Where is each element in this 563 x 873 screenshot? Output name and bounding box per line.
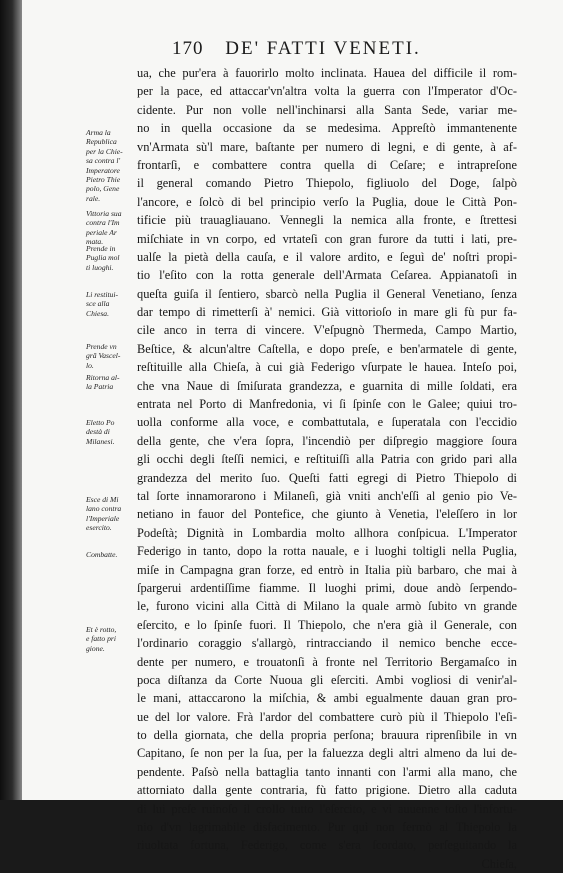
text-line: ſpargerui ardentiſſime fiamme. Il luoghi primi, doue andò ſerpendo- xyxy=(137,580,517,595)
margin-note: Et è rotto, e fatto pri gione. xyxy=(86,625,117,653)
text-line: Chieſa, xyxy=(481,856,517,871)
page-number: 170 xyxy=(172,38,204,59)
text-line: attorniato dalla gente contraria, fù fatto prigione. Dietro alla caduta xyxy=(137,783,517,798)
text-line: Capitano, ſe non per la ſua, per la faluezza degli altri almeno da lui de- xyxy=(137,746,517,761)
text-line: di lui preſe ruinoſo il crollo tutto l'eſercito, e vi auuenne toſto l'infortu- xyxy=(137,801,517,816)
text-line: dar tempo di rimetterſi à' nemici. Già vittorioſo in mare gli fù pur fa- xyxy=(137,305,517,320)
header-title: DE' FATTI VENETI. xyxy=(225,38,421,59)
text-line: miſe in Campagna gran forze, ed entrò in Italia più barbaro, che mai à xyxy=(137,562,517,577)
margin-note: Prende in Puglia mol ti luoghi. xyxy=(86,244,120,272)
text-line: il general comando Pietro Thiepolo, figliuolo del Doge, ſalpò xyxy=(137,176,517,191)
text-line: l'ancore, e ſolcò di bel principio verſo la Puglia, doue le Città Pon- xyxy=(137,194,517,209)
text-line: frontarſi, e combattere contra quella di Ceſare; e intrapreſone xyxy=(137,157,517,172)
text-line: della gente, che v'era ſopra, l'incendiò per diſpregio maggiore ſoura xyxy=(137,433,517,448)
text-line: pendente. Paſsò nella battaglia tanto innanti con l'armi alla mano, che xyxy=(137,764,517,779)
text-line: queſta guiſa il ſentiero, sbarcò nella Puglia il General Venetiano, ſenza xyxy=(137,286,517,301)
text-line: gli occhi degli ſteſſi nemici, e reſtituiſſi alla Patria con grido pari alla xyxy=(137,452,517,467)
text-line: le mani, attaccarono la miſchia, & ambi egualmente dauan gran pro- xyxy=(137,691,517,706)
text-line: eſercito, e lo ſpinſe fuori. Il Thiepolo, che n'era già il Generale, con xyxy=(137,617,517,632)
text-line: nio d'vn lagrimabile disfacimento. Pur quì non fermò al Thiepolo la xyxy=(137,820,517,835)
text-line: miſchiate in vn corpo, ed vrtateſi con gran furore da tutti i lati, pre- xyxy=(137,231,517,246)
text-line: le, furono vicini alla Città di Milano la quale armò ſubito vn grande xyxy=(137,599,517,614)
text-line: tio l'eſito con la rotta generale dell'Armata Ceſarea. Appianatoſi in xyxy=(137,268,517,283)
margin-note: Li restitui- sce alla Chiesa. xyxy=(86,290,118,318)
text-line: ualſe la pietà della cauſa, e il valore ardito, e ſeguì de' noſtri propi- xyxy=(137,249,517,264)
margin-note: Combatte. xyxy=(86,550,118,559)
text-line: l'ordinario coraggio s'allargò, rintracciando il nemico benche ecce- xyxy=(137,636,517,651)
text-line: grandezza del merito ſuo. Queſti fatti egregi di Pietro Thiepolo di xyxy=(137,470,517,485)
running-head xyxy=(172,38,472,60)
text-line: cidente. Pur non volle nell'inchinarsi alla Santa Sede, variar me- xyxy=(137,102,517,117)
margin-note: Arma la Republica per la Chie- sa contra l' Imperatore Pietro Thie polo, Gene rale. xyxy=(86,128,123,203)
text-line: entrata nel Porto di Manfredonia, vi ſi ſpinſe con le Galee; quiui tro- xyxy=(137,397,517,412)
text-line: vn'Armata sù'l mare, baſtante per numero di legni, e di gente, à af- xyxy=(137,139,517,154)
text-line: uolla conforme alla voce, e combattutala, e ſuperatala con l'eccidio xyxy=(137,415,517,430)
text-line: no in quella occasione da se medesima. Appreſtò immantenente xyxy=(137,121,517,136)
text-line: netiano in fauor del Pontefice, che giunto à Venetia, l'eleſſero in lor xyxy=(137,507,517,522)
margin-note: Eletto Po destà di Milanesi. xyxy=(86,418,115,446)
page-gutter-shadow xyxy=(0,0,22,800)
text-line: tificie più trauagliauano. Vennegli la nemica alla fronte, e ſtrettesi xyxy=(137,213,517,228)
text-line: Federigo in tanto, dopo la rotta nauale, e i luoghi toltigli nella Puglia, xyxy=(137,544,517,559)
margin-note: Vittoria sua contra l'Im periale Ar mata. xyxy=(86,209,122,247)
text-line: cile anco in terra di vincere. V'eſpugnò Thermeda, Campo Martio, xyxy=(137,323,517,338)
text-line: che vna Naue di ſmiſurata grandezza, e guarnita di mille ſoldati, era xyxy=(137,378,517,393)
text-line: tal ſorte innamorarono i Milaneſi, già vniti anch'eſſi al genio pio Ve- xyxy=(137,488,517,503)
text-line: to della giornata, che della propria perſona; brauura riprenſibile in vn xyxy=(137,728,517,743)
text-line: ue del lor valore. Frà l'ardor del combattere curò più il Thiepolo l'eſi- xyxy=(137,709,517,724)
text-line: per la pace, ed attaccar'vn'altra volta la guerra con l'Imperator d'Oc- xyxy=(137,84,517,99)
text-line: ua, che pur'era à fauorirlo molto inclinata. Hauea del difficile il rom- xyxy=(137,66,517,80)
text-line: Beſtice, & alcun'altre Caſtella, e dopo preſe, e ben'armatele di gente, xyxy=(137,341,517,356)
text-line: riuoltata fortuna, Federigo, come s'era ſcordato, perſeguitando la xyxy=(137,838,517,853)
text-line: reſtituille alla Chieſa, à cui già Federigo vſurpate le hauea. Inteſo poi, xyxy=(137,360,517,375)
body-text xyxy=(137,64,517,873)
text-line: Podeſtà; Dignità in Lombardia molto allhora conſpicua. L'Imperator xyxy=(137,525,517,540)
margin-note: Esce di Mi lano contra l'Imperiale esercito. xyxy=(86,495,122,533)
margin-note: Prende vn grā Vascel- lo. xyxy=(86,342,121,370)
margin-note: Ritorna al- la Patria xyxy=(86,373,120,392)
text-line: poca diſtanza da Corte Nuoua gli eſerciti. Ambi vogliosi di venir'al- xyxy=(137,672,517,687)
text-line: dente per numero, e trouatonſi à fronte nel Territorio Bergamaſco in xyxy=(137,654,517,669)
